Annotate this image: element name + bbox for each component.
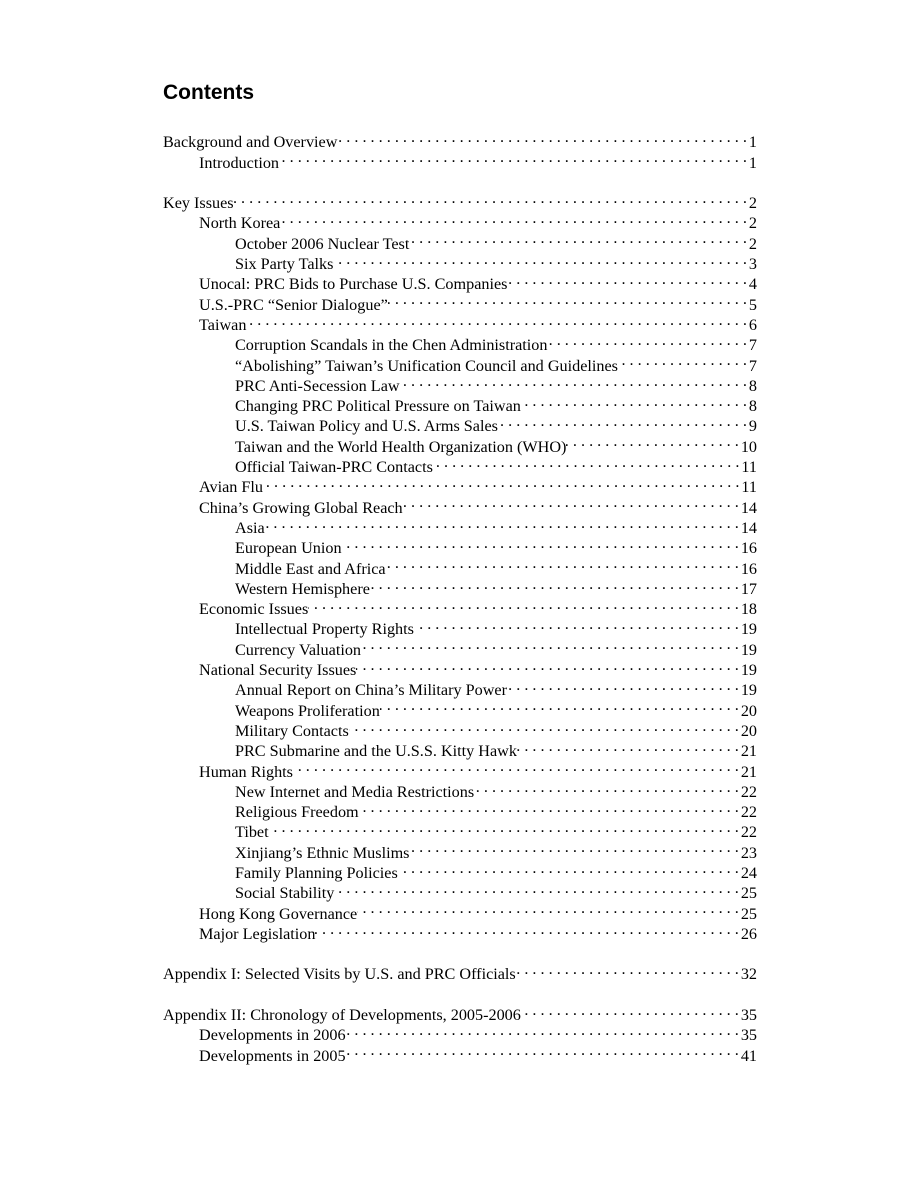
dot-leader <box>280 208 747 228</box>
dot-leader <box>388 289 747 309</box>
toc-entry-title: Major Legislation <box>199 924 316 943</box>
dot-leader <box>263 472 739 492</box>
dot-leader <box>403 492 739 512</box>
toc-page-number: 2 <box>748 214 757 233</box>
table-of-contents <box>163 127 757 1065</box>
toc-entry-title: China’s Growing Global Reach <box>199 498 403 517</box>
dot-leader <box>356 655 738 675</box>
page-title: Contents <box>163 81 254 104</box>
dot-leader <box>618 350 747 370</box>
toc-page-number: 1 <box>748 133 757 152</box>
dot-leader <box>246 310 746 330</box>
toc-page-number: 3 <box>748 255 757 274</box>
dot-leader <box>386 553 739 573</box>
toc-page-number: 2 <box>748 194 757 213</box>
toc-entry-title: Hong Kong Governance <box>199 904 358 923</box>
toc-entry-title: PRC Anti-Secession Law <box>235 376 400 395</box>
toc-entry-title: Background and Overview <box>163 133 338 152</box>
dot-leader <box>346 1020 739 1040</box>
toc-page-number: 11 <box>741 478 757 497</box>
toc-page-number: 19 <box>740 640 757 659</box>
dot-leader <box>293 756 739 776</box>
toc-page-number: 25 <box>740 904 757 923</box>
toc-entry[interactable] <box>163 330 757 355</box>
toc-page-number: 5 <box>748 295 757 314</box>
toc-entry-title: Annual Report on China’s Military Power <box>235 681 508 700</box>
dot-leader <box>400 371 747 391</box>
toc-entry-title: Taiwan and the World Health Organization (WHO) <box>235 437 567 456</box>
toc-entry-title: Key Issues <box>163 194 234 213</box>
toc-page-number: 35 <box>740 1006 757 1025</box>
toc-entry-title: European Union <box>235 539 342 558</box>
dot-leader <box>334 878 738 898</box>
dot-leader <box>507 269 746 289</box>
toc-page-number: 18 <box>740 600 757 619</box>
toc-entry-title: U.S.-PRC “Senior Dialogue” <box>199 295 388 314</box>
toc-entry-title: Taiwan <box>199 315 247 334</box>
toc-page-number: 14 <box>740 518 757 537</box>
toc-entry-title: Developments in 2006 <box>199 1026 346 1045</box>
dot-leader <box>361 634 739 654</box>
toc-page-number: 14 <box>740 498 757 517</box>
dot-leader <box>521 1000 739 1020</box>
toc-entry[interactable] <box>163 188 757 213</box>
toc-page-number: 19 <box>740 620 757 639</box>
dot-leader <box>269 817 739 837</box>
toc-entry-title: Military Contacts <box>235 721 349 740</box>
dot-leader <box>337 127 746 147</box>
toc-page-number: 8 <box>748 376 757 395</box>
toc-entry-title: North Korea <box>199 214 281 233</box>
toc-entry-title: Introduction <box>199 153 280 172</box>
toc-page-number: 41 <box>740 1046 757 1065</box>
dot-leader <box>398 858 739 878</box>
toc-entry-title: Xinjiang’s Ethnic Muslims <box>235 843 410 862</box>
toc-entry-title: Intellectual Property Rights <box>235 620 414 639</box>
dot-leader <box>315 919 738 939</box>
toc-entry-title: Tibet <box>235 823 269 842</box>
toc-page-number: 19 <box>740 681 757 700</box>
toc-page-number: 22 <box>740 803 757 822</box>
toc-entry-title: Six Party Talks <box>235 255 334 274</box>
dot-leader <box>409 228 747 248</box>
toc-page-number: 21 <box>740 762 757 781</box>
toc-entry-title: Developments in 2005 <box>199 1046 346 1065</box>
dot-leader <box>370 574 739 594</box>
dot-leader <box>507 675 739 695</box>
dot-leader <box>308 594 739 614</box>
toc-page-number: 9 <box>748 417 757 436</box>
toc-entry-title: New Internet and Media Restrictions <box>235 782 475 801</box>
toc-entry-title: “Abolishing” Taiwan’s Unification Council and Guidelines <box>235 356 618 375</box>
dot-leader <box>433 452 740 472</box>
toc-page-number: 22 <box>740 782 757 801</box>
toc-entry-title: Social Stability <box>235 884 335 903</box>
toc-page-number: 24 <box>740 863 757 882</box>
toc-page-number: 35 <box>740 1026 757 1045</box>
toc-entry-title: Weapons Proliferation <box>235 701 380 720</box>
dot-leader <box>566 431 738 451</box>
toc-page-number: 16 <box>740 559 757 578</box>
toc-entry-title: Family Planning Policies <box>235 863 398 882</box>
toc-page-number: 6 <box>748 315 757 334</box>
dot-leader <box>333 249 747 269</box>
toc-entry-title: Middle East and Africa <box>235 559 386 578</box>
toc-entry-title: Appendix I: Selected Visits by U.S. and PRC Officials <box>163 965 516 984</box>
toc-page-number: 17 <box>740 579 757 598</box>
toc-entry-title: Economic Issues <box>199 600 309 619</box>
toc-page-number: 2 <box>748 234 757 253</box>
toc-page-number: 20 <box>740 701 757 720</box>
dot-leader <box>517 736 739 756</box>
toc-entry[interactable] <box>163 310 757 334</box>
toc-page-number: 16 <box>740 539 757 558</box>
dot-leader <box>521 391 747 411</box>
toc-page-number: 7 <box>748 356 757 375</box>
dot-leader <box>349 716 739 736</box>
toc-page-number: 7 <box>748 336 757 355</box>
toc-entry-title: Appendix II: Chronology of Developments, 2005-2006 <box>163 1006 521 1025</box>
toc-entry-title: Western Hemisphere <box>235 579 370 598</box>
toc-entry-title: Currency Valuation <box>235 640 362 659</box>
toc-entry-title: Unocal: PRC Bids to Purchase U.S. Companies <box>199 275 508 294</box>
toc-entry[interactable] <box>163 1000 757 1025</box>
toc-page-number: 8 <box>748 397 757 416</box>
dot-leader <box>516 959 739 979</box>
dot-leader <box>409 837 738 857</box>
dot-leader <box>380 695 739 715</box>
toc-page-number: 25 <box>740 884 757 903</box>
dot-leader <box>342 533 739 553</box>
toc-page-number: 10 <box>740 437 757 456</box>
toc-page-number: 4 <box>748 275 757 294</box>
toc-entry[interactable] <box>163 127 757 152</box>
toc-page-number: 22 <box>740 823 757 842</box>
toc-entry-title: Human Rights <box>199 762 293 781</box>
dot-leader <box>346 1040 739 1060</box>
dot-leader <box>265 513 739 533</box>
toc-entry-title: Changing PRC Political Pressure on Taiwan <box>235 397 521 416</box>
toc-entry-title: October 2006 Nuclear Test <box>235 234 410 253</box>
dot-leader <box>414 614 739 634</box>
toc-page-number: 32 <box>740 965 757 984</box>
dot-leader <box>234 188 747 208</box>
toc-entry[interactable] <box>163 208 757 233</box>
toc-entry-title: National Security Issues <box>199 661 357 680</box>
toc-entry-title: Asia <box>235 518 265 537</box>
toc-page-number: 11 <box>741 458 757 477</box>
toc-page-number: 21 <box>740 742 757 761</box>
dot-leader <box>474 777 739 797</box>
toc-entry-title: Corruption Scandals in the Chen Administration <box>235 336 548 355</box>
toc-page-number: 20 <box>740 721 757 740</box>
toc-page-number: 19 <box>740 661 757 680</box>
dot-leader <box>547 330 746 350</box>
dot-leader <box>359 797 739 817</box>
toc-entry[interactable] <box>163 959 757 984</box>
toc-page-number: 23 <box>740 843 757 862</box>
toc-entry-title: U.S. Taiwan Policy and U.S. Arms Sales <box>235 417 498 436</box>
dot-leader <box>357 898 739 918</box>
toc-page-number: 1 <box>748 153 757 172</box>
toc-entry-title: Official Taiwan-PRC Contacts <box>235 458 433 477</box>
toc-entry-title: PRC Submarine and the U.S.S. Kitty Hawk <box>235 742 517 761</box>
dot-leader <box>279 147 747 167</box>
toc-entry-title: Religious Freedom <box>235 803 359 822</box>
dot-leader <box>498 411 747 431</box>
toc-page-number: 26 <box>740 924 757 943</box>
toc-entry-title: Avian Flu <box>199 478 263 497</box>
